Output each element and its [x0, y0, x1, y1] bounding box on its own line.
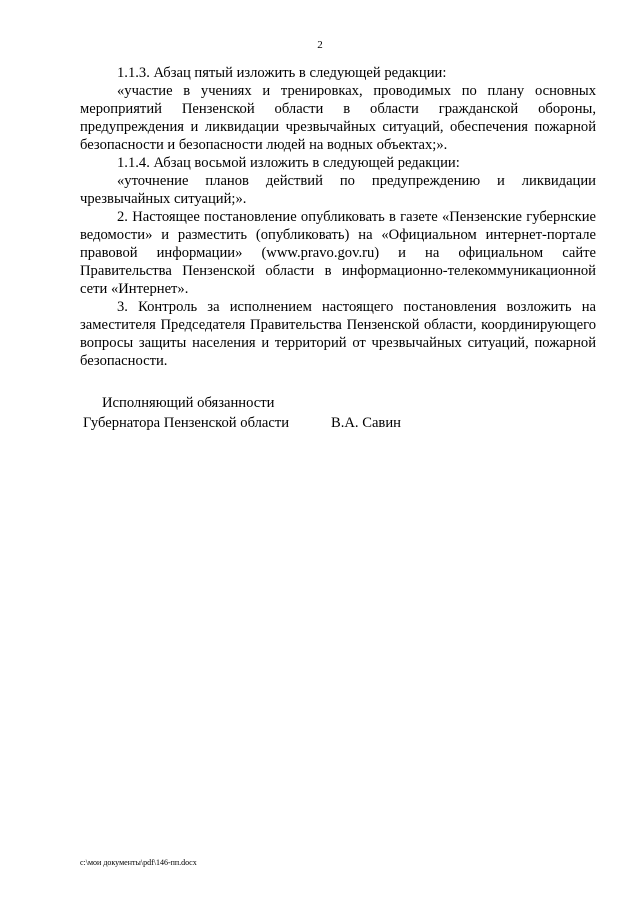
- paragraph-2-publication: 2. Настоящее постановление опубликовать в газете «Пензенские губернские ведомости» и разместить (опубликовать) на «Официальном интернет-портале правовой информации» (www.pravo.gov.ru) и на официальном сайте Правительства Пензенской области в информационно-телекоммуникационной сети «Интернет».: [80, 209, 596, 297]
- paragraph-1-1-3-heading: 1.1.3. Абзац пятый изложить в следующей редакции:: [117, 65, 447, 81]
- paragraph-1-1-4-heading: 1.1.4. Абзац восьмой изложить в следующей редакции:: [117, 155, 460, 171]
- footer-file-path: c:\мои документы\pdf\146-пп.docx: [80, 858, 197, 867]
- paragraph-3-control: 3. Контроль за исполнением настоящего постановления возложить на заместителя Председателя Правительства Пензенской области, координирующего вопросы защиты населения и территорий от чрезвычайных ситуаций, пожарной безопасности.: [80, 299, 596, 369]
- paragraph-1-1-4-text: «уточнение планов действий по предупреждению и ликвидации чрезвычайных ситуаций;».: [80, 173, 596, 207]
- page-number: 2: [317, 39, 323, 51]
- signatory-name: В.А. Савин: [331, 415, 401, 431]
- document-body: [80, 64, 596, 370]
- signatory-title-line1: Исполняющий обязанности: [102, 395, 275, 411]
- paragraph-1-1-3-text: «участие в учениях и тренировках, проводимых по плану основных мероприятий Пензенской области в области гражданской обороны, предупреждения и ликвидации чрезвычайных ситуаций, обеспечения пожарной безопасности и безопасности людей на водных объектах;».: [80, 83, 596, 153]
- signatory-title-line2: Губернатора Пензенской области: [83, 415, 290, 431]
